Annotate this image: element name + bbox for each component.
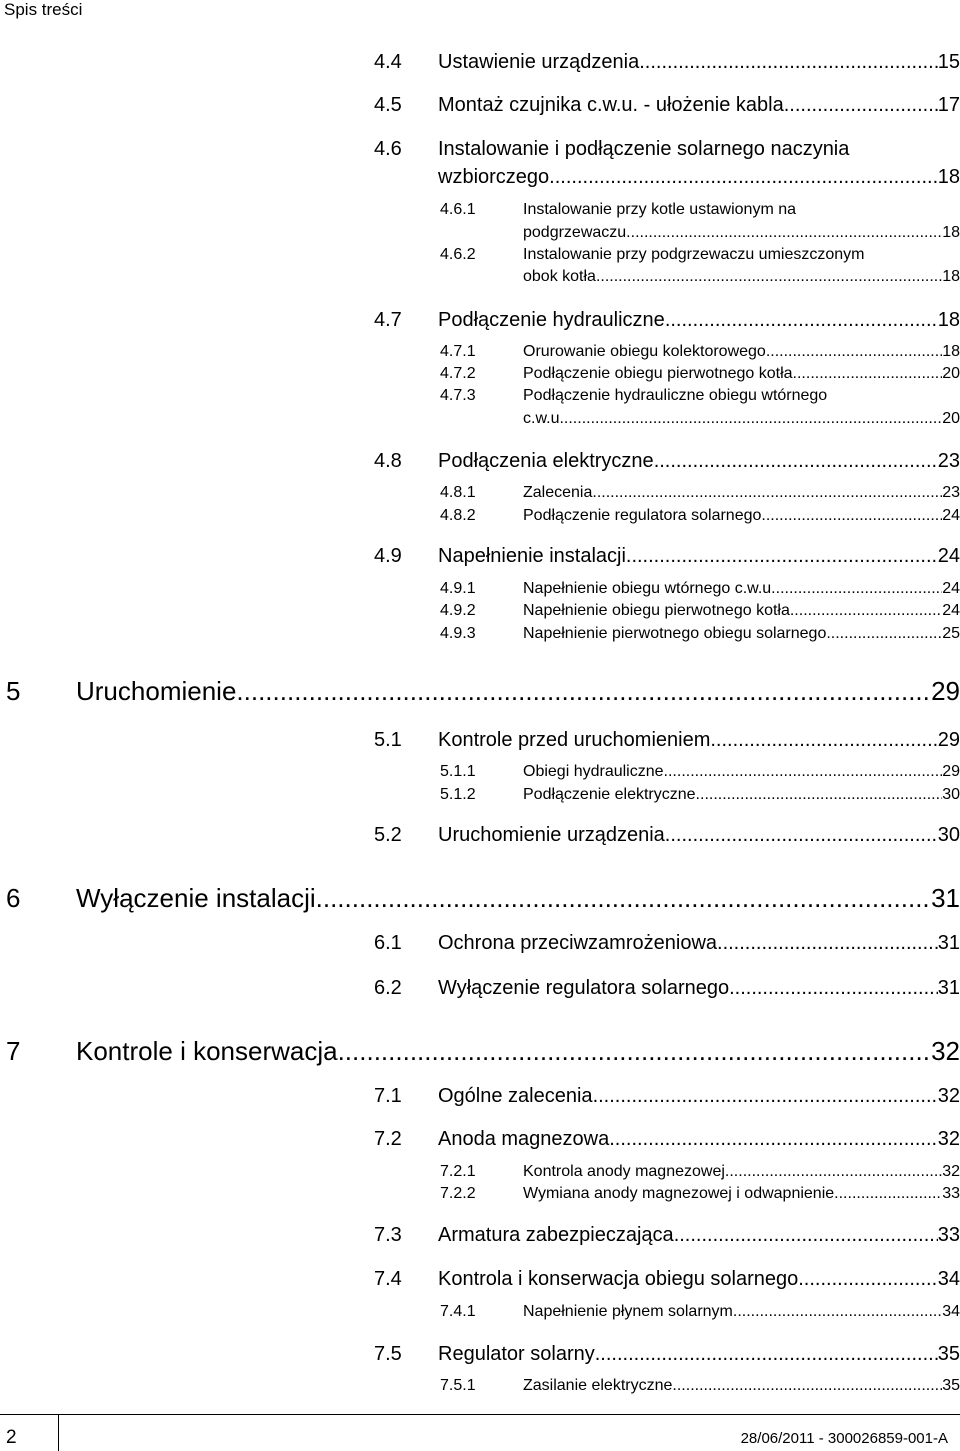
toc-entry-7-2-2[interactable] (440, 1185, 960, 1203)
toc-entry-page: 25 (942, 625, 960, 642)
toc-entry-number: 5.1.2 (440, 786, 476, 803)
toc-entry-title: Anoda magnezowa (438, 1128, 610, 1150)
toc-entry-page: 29 (937, 729, 960, 751)
toc-entry-page: 24 (942, 507, 960, 524)
dot-leader (710, 729, 937, 752)
dot-leader (549, 166, 938, 189)
toc-entry-4-9-1[interactable] (440, 580, 960, 598)
dot-leader (766, 343, 942, 361)
toc-entry-title: Orurowanie obiegu kolektorowego (523, 343, 766, 360)
toc-entry-4-9-3[interactable] (440, 625, 960, 643)
dot-leader (834, 1185, 942, 1203)
dot-leader (776, 580, 943, 598)
toc-entry-title: Podłączenie obiegu pierwotnego kotła (523, 365, 793, 382)
toc-entry-number: 4.9.1 (440, 580, 476, 597)
toc-entry-title: Armatura zabezpieczająca (438, 1224, 674, 1246)
toc-entry-number: 4.9.2 (440, 602, 476, 619)
toc-entry-page: 32 (937, 1128, 960, 1150)
toc-entry-4-7-1[interactable] (440, 343, 960, 361)
dot-leader (784, 94, 938, 117)
toc-entry-page: 15 (937, 51, 960, 73)
toc-entry-page: 17 (937, 94, 960, 116)
toc-entry-number: 7.3 (374, 1224, 402, 1246)
toc-entry-4-7-3-title-line1[interactable]: Podłączenie hydrauliczne obiegu wtórnego (523, 387, 828, 404)
toc-entry-page: 23 (937, 450, 960, 472)
toc-entry-4-6-2-number: 4.6.2 (440, 246, 476, 263)
toc-entry-page: 30 (937, 824, 960, 846)
toc-entry-page: 31 (937, 932, 960, 954)
toc-entry-page: 18 (942, 268, 960, 285)
toc-entry-title: Uruchomienie (76, 676, 237, 706)
toc-entry-page: 34 (937, 1268, 960, 1290)
dot-leader (798, 1268, 938, 1291)
toc-chapter-7[interactable] (6, 1036, 960, 1067)
toc-entry-7-5-1[interactable] (440, 1377, 960, 1395)
toc-entry-5-1-2[interactable] (440, 786, 960, 804)
toc-entry-number: 5 (6, 676, 21, 706)
dot-leader (564, 410, 942, 428)
toc-entry-number: 7.4.1 (440, 1303, 476, 1320)
toc-entry-5-1[interactable] (374, 729, 960, 752)
toc-entry-4-6-1-number: 4.6.1 (440, 201, 476, 218)
dot-leader (725, 1163, 942, 1181)
toc-entry-title: Napełnienie płynem solarnym (523, 1303, 733, 1320)
toc-entry-4-8-2[interactable] (440, 507, 960, 525)
toc-entry-title: Napełnienie instalacji (438, 545, 626, 567)
toc-entry-number: 7.4 (374, 1268, 402, 1290)
toc-entry-title: wzbiorczego (438, 166, 550, 188)
toc-chapter-6[interactable] (6, 883, 960, 914)
toc-entry-title: Zalecenia (523, 484, 593, 501)
dot-leader (826, 625, 942, 643)
toc-entry-4-7-3-number: 4.7.3 (440, 387, 476, 404)
toc-entry-page: 32 (942, 1163, 960, 1180)
dot-leader (665, 824, 938, 847)
toc-entry-title: Podłączenie elektryczne (523, 786, 696, 803)
toc-entry-7-4-1[interactable] (440, 1303, 960, 1321)
dot-leader (626, 545, 938, 568)
toc-entry-number: 4.7.2 (440, 365, 476, 382)
toc-entry-title: Ustawienie urządzenia (438, 51, 640, 73)
dot-leader (664, 763, 943, 781)
dot-leader (696, 786, 943, 804)
toc-entry-number: 7.5 (374, 1343, 402, 1365)
dot-leader (593, 1085, 938, 1108)
dot-leader (236, 676, 931, 707)
toc-entry-4-6-number: 4.6 (374, 138, 402, 160)
toc-entry-7-1[interactable] (374, 1085, 960, 1108)
dot-leader (316, 883, 931, 914)
toc-entry-4-6[interactable] (438, 166, 960, 189)
toc-entry-title: Podłączenie hydrauliczne (438, 309, 665, 331)
dot-leader (639, 51, 938, 74)
toc-entry-title: Wymiana anody magnezowej i odwapnienie (523, 1185, 835, 1202)
toc-entry-4-8-1[interactable] (440, 484, 960, 502)
toc-entry-4-5[interactable] (374, 94, 960, 117)
toc-entry-number: 5.1 (374, 729, 402, 751)
footer-page-number: 2 (6, 1427, 17, 1448)
toc-entry-title: Wyłączenie instalacji (76, 883, 316, 913)
toc-entry-7-2[interactable] (374, 1128, 960, 1151)
toc-entry-title: Montaż czujnika c.w.u. - ułożenie kabla (438, 94, 784, 116)
toc-entry-7-4[interactable] (374, 1268, 960, 1291)
dot-leader (595, 1343, 938, 1366)
toc-entry-4-8[interactable] (374, 450, 960, 473)
toc-entry-title: Wyłączenie regulatora solarnego (438, 977, 730, 999)
toc-entry-title: Podłączenie regulatora solarnego (523, 507, 762, 524)
dot-leader (626, 224, 942, 242)
dot-leader (672, 1377, 942, 1395)
toc-entry-title: c.w.u. (523, 410, 564, 427)
toc-entry-page: 30 (942, 786, 960, 803)
toc-entry-number: 7.1 (374, 1085, 402, 1107)
footer-document-code: 28/06/2011 - 300026859-001-A (740, 1430, 948, 1447)
toc-entry-page: 18 (937, 166, 960, 188)
toc-entry-number: 7.2 (374, 1128, 402, 1150)
toc-entry-4-6-1[interactable] (523, 224, 960, 242)
toc-entry-title: Uruchomienie urządzenia (438, 824, 665, 846)
toc-entry-number: 7.2.2 (440, 1185, 476, 1202)
toc-entry-page: 18 (942, 224, 960, 241)
toc-entry-number: 4.7 (374, 309, 402, 331)
toc-entry-number: 5.1.1 (440, 763, 476, 780)
toc-entry-4-6-2[interactable] (523, 268, 960, 286)
toc-entry-page: 20 (942, 410, 960, 427)
toc-entry-4-9-2[interactable] (440, 602, 960, 620)
toc-entry-number: 4.4 (374, 51, 402, 73)
toc-entry-page: 24 (942, 602, 960, 619)
toc-entry-title: Napełnienie obiegu pierwotnego kotła (523, 602, 790, 619)
running-header: Spis treści (4, 0, 83, 19)
toc-entry-5-2[interactable] (374, 824, 960, 847)
dot-leader (654, 450, 938, 473)
toc-entry-4-4[interactable] (374, 51, 960, 74)
toc-entry-title: Napełnienie pierwotnego obiegu solarnego (523, 625, 827, 642)
dot-leader (596, 268, 942, 286)
toc-entry-page: 24 (942, 580, 960, 597)
toc-entry-title: Napełnienie obiegu wtórnego c.w.u. (523, 580, 776, 597)
dot-leader (790, 602, 942, 620)
toc-entry-number: 4.8.1 (440, 484, 476, 501)
toc-entry-number: 4.5 (374, 94, 402, 116)
dot-leader (665, 309, 938, 332)
toc-entry-4-7-2[interactable] (440, 365, 960, 383)
toc-entry-title: Zasilanie elektryczne (523, 1377, 673, 1394)
toc-entry-4-6-title-line1[interactable]: Instalowanie i podłączenie solarnego naczynia (438, 138, 850, 160)
toc-entry-title: Kontrola i konserwacja obiegu solarnego (438, 1268, 799, 1290)
toc-entry-7-3[interactable] (374, 1224, 960, 1247)
toc-entry-5-1-1[interactable] (440, 763, 960, 781)
toc-entry-4-7[interactable] (374, 309, 960, 332)
toc-entry-number: 6.1 (374, 932, 402, 954)
toc-entry-page: 35 (937, 1343, 960, 1365)
toc-entry-page: 18 (937, 309, 960, 331)
toc-entry-page: 34 (942, 1303, 960, 1320)
dot-leader (717, 932, 938, 955)
toc-entry-title: Obiegi hydrauliczne (523, 763, 664, 780)
toc-entry-title: Kontrola anody magnezowej (523, 1163, 725, 1180)
toc-entry-title: obok kotła (523, 268, 596, 285)
toc-entry-page: 29 (942, 763, 960, 780)
toc-entry-number: 7.5.1 (440, 1377, 476, 1394)
toc-entry-4-7-3[interactable] (523, 410, 960, 428)
toc-entry-page: 33 (937, 1224, 960, 1246)
toc-entry-number: 7 (6, 1036, 21, 1066)
toc-entry-page: 18 (942, 343, 960, 360)
toc-entry-7-5[interactable] (374, 1343, 960, 1366)
dot-leader (761, 507, 942, 525)
toc-entry-title: podgrzewaczu (523, 224, 627, 241)
dot-leader (338, 1036, 932, 1067)
toc-entry-number: 6 (6, 883, 21, 913)
toc-entry-page: 23 (942, 484, 960, 501)
toc-chapter-5[interactable] (6, 676, 960, 707)
footer-divider (0, 1414, 960, 1415)
toc-entry-page: 31 (931, 883, 960, 913)
toc-entry-title: Podłączenia elektryczne (438, 450, 654, 472)
toc-entry-4-9[interactable] (374, 545, 960, 568)
toc-entry-4-6-1-title-line1[interactable]: Instalowanie przy kotle ustawionym na (523, 201, 797, 218)
toc-entry-title: Ochrona przeciwzamrożeniowa (438, 932, 718, 954)
toc-entry-page: 32 (937, 1085, 960, 1107)
toc-entry-title: Kontrole i konserwacja (76, 1036, 338, 1066)
toc-entry-page: 29 (931, 676, 960, 706)
dot-leader (733, 1303, 942, 1321)
dot-leader (592, 484, 942, 502)
toc-entry-number: 4.9.3 (440, 625, 476, 642)
toc-entry-number: 4.8.2 (440, 507, 476, 524)
dot-leader (793, 365, 943, 383)
toc-entry-page: 31 (937, 977, 960, 999)
toc-entry-6-2[interactable] (374, 977, 960, 1000)
toc-entry-number: 6.2 (374, 977, 402, 999)
toc-entry-page: 35 (942, 1377, 960, 1394)
toc-entry-page: 20 (942, 365, 960, 382)
toc-entry-number: 4.7.1 (440, 343, 476, 360)
toc-entry-page: 24 (937, 545, 960, 567)
toc-entry-title: Ogólne zalecenia (438, 1085, 593, 1107)
dot-leader (729, 977, 938, 1000)
toc-entry-title: Regulator solarny (438, 1343, 595, 1365)
dot-leader (609, 1128, 938, 1151)
toc-entry-7-2-1[interactable] (440, 1163, 960, 1181)
toc-entry-number: 5.2 (374, 824, 402, 846)
toc-entry-6-1[interactable] (374, 932, 960, 955)
toc-entry-title: Kontrole przed uruchomieniem (438, 729, 711, 751)
toc-entry-page: 32 (931, 1036, 960, 1066)
toc-entry-page: 33 (942, 1185, 960, 1202)
toc-entry-number: 7.2.1 (440, 1163, 476, 1180)
toc-entry-number: 4.8 (374, 450, 402, 472)
toc-entry-number: 4.9 (374, 545, 402, 567)
dot-leader (674, 1224, 938, 1247)
toc-entry-4-6-2-title-line1[interactable]: Instalowanie przy podgrzewaczu umieszczonym (523, 246, 865, 263)
